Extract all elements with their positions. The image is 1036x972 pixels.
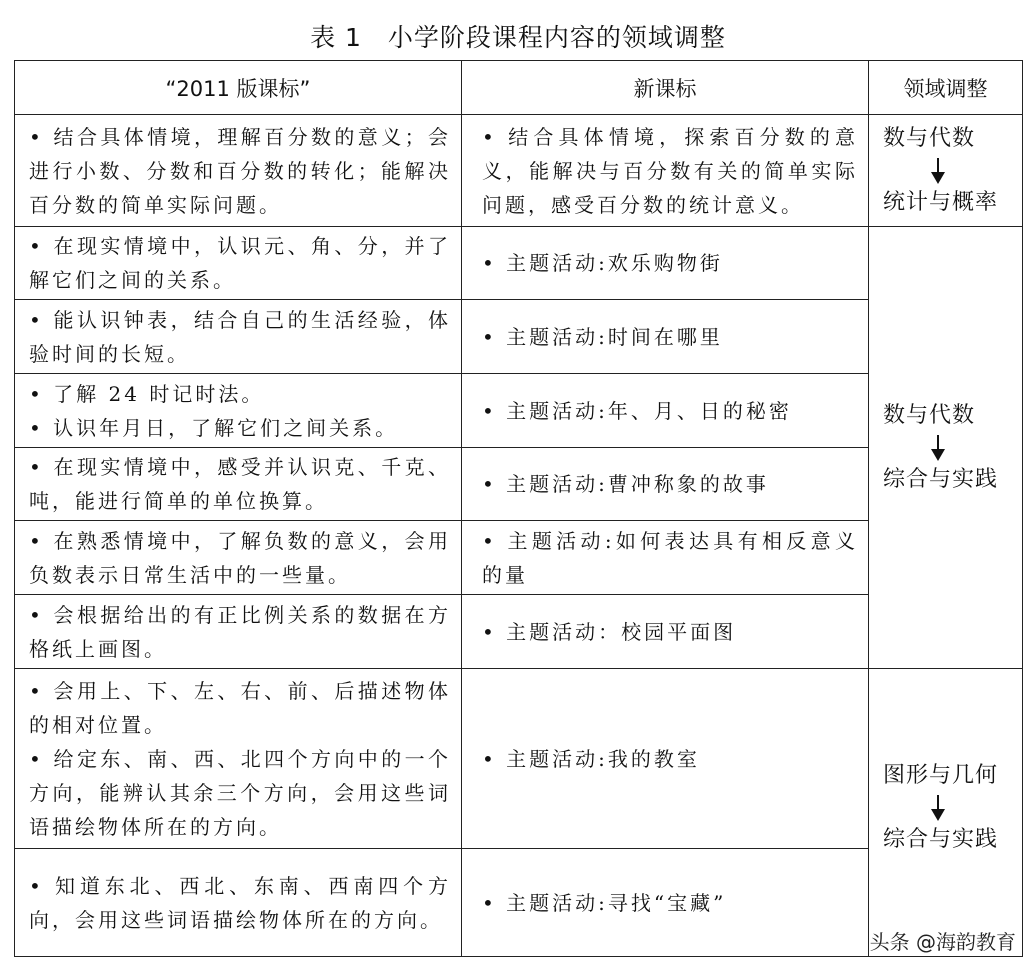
header-new-standard: 新课标 (462, 61, 869, 115)
old-standard-cell (15, 521, 462, 595)
old-standard-cell (15, 849, 462, 957)
new-standard-cell (462, 595, 869, 669)
new-standard-cell (462, 374, 869, 448)
down-arrow-icon (883, 431, 993, 465)
new-standard-text: • 结合具体情境，探索百分数的意义，能解决与百分数有关的简单实际问题，感受百分数的统计意义。 (482, 124, 858, 217)
down-arrow-icon (883, 154, 993, 188)
old-standard-text: • 在现实情境中，感受并认识克、千克、吨，能进行简单的单位换算。 (29, 455, 451, 513)
domain-to: 综合与实践 (883, 827, 999, 852)
domain-cell (869, 115, 1023, 227)
table-row (15, 227, 1023, 300)
curriculum-table (14, 60, 1023, 957)
old-standard-text: • 给定东、南、西、北四个方向中的一个方向，能辨认其余三个方向，会用这些词语描绘物体所在的方向。 (29, 746, 451, 839)
new-standard-cell (462, 521, 869, 595)
old-standard-text: • 结合具体情境，理解百分数的意义；会进行小数、分数和百分数的转化；能解决百分数的简单实际问题。 (29, 124, 451, 217)
table-title: 表 1 小学阶段课程内容的领域调整 (310, 23, 726, 52)
old-standard-text: • 会根据给出的有正比例关系的数据在方格纸上画图。 (29, 602, 451, 661)
new-standard-text: • 主题活动:年、月、日的秘密 (482, 398, 792, 423)
new-standard-text: • 主题活动：校园平面图 (482, 619, 737, 644)
new-standard-cell (462, 669, 869, 849)
watermark: 头条 @海韵教育 (869, 930, 1016, 954)
domain-from: 数与代数 (883, 125, 976, 151)
header-domain-adjustment: 领域调整 (869, 61, 1023, 115)
old-standard-text: • 在熟悉情境中，了解负数的意义，会用负数表示日常生活中的一些量。 (29, 528, 451, 587)
old-standard-cell (15, 300, 462, 374)
header-row (15, 61, 1023, 115)
new-standard-text: • 主题活动:曹冲称象的故事 (482, 472, 769, 496)
old-standard-cell (15, 374, 462, 448)
old-standard-cell (15, 595, 462, 669)
domain-from: 数与代数 (883, 402, 976, 428)
old-standard-text: • 知道东北、西北、东南、西南四个方向，会用这些词语描绘物体所在的方向。 (29, 873, 451, 932)
old-standard-cell (15, 669, 462, 849)
table-row (15, 115, 1023, 227)
old-standard-cell (15, 227, 462, 300)
new-standard-text: • 主题活动:如何表达具有相反意义的量 (482, 528, 858, 587)
new-standard-cell (462, 849, 869, 957)
old-standard-text: • 能认识钟表，结合自己的生活经验，体验时间的长短。 (29, 307, 451, 366)
domain-cell (869, 669, 1023, 957)
old-standard-cell (15, 448, 462, 521)
domain-cell (869, 227, 1023, 669)
domain-to: 统计与概率 (883, 189, 999, 215)
down-arrow-icon (883, 791, 993, 825)
new-standard-cell (462, 115, 869, 227)
new-standard-text: • 主题活动:时间在哪里 (482, 324, 723, 349)
old-standard-text: • 认识年月日，了解它们之间关系。 (29, 415, 399, 440)
new-standard-cell (462, 448, 869, 521)
table-row (15, 669, 1023, 849)
new-standard-text: • 主题活动:欢乐购物街 (482, 251, 723, 275)
new-standard-cell (462, 227, 869, 300)
old-standard-cell (15, 115, 462, 227)
domain-from: 图形与几何 (883, 763, 999, 788)
new-standard-cell (462, 300, 869, 374)
old-standard-text: • 了解 24 时记时法。 (29, 381, 265, 406)
new-standard-text: • 主题活动:寻找“宝藏” (482, 890, 727, 915)
old-standard-text: • 会用上、下、左、右、前、后描述物体的相对位置。 (29, 678, 451, 737)
new-standard-text: • 主题活动:我的教室 (482, 746, 700, 771)
header-2011-standard: “2011 版课标” (15, 61, 462, 115)
old-standard-text: • 在现实情境中，认识元、角、分，并了解它们之间的关系。 (29, 234, 451, 292)
domain-to: 综合与实践 (883, 466, 999, 492)
